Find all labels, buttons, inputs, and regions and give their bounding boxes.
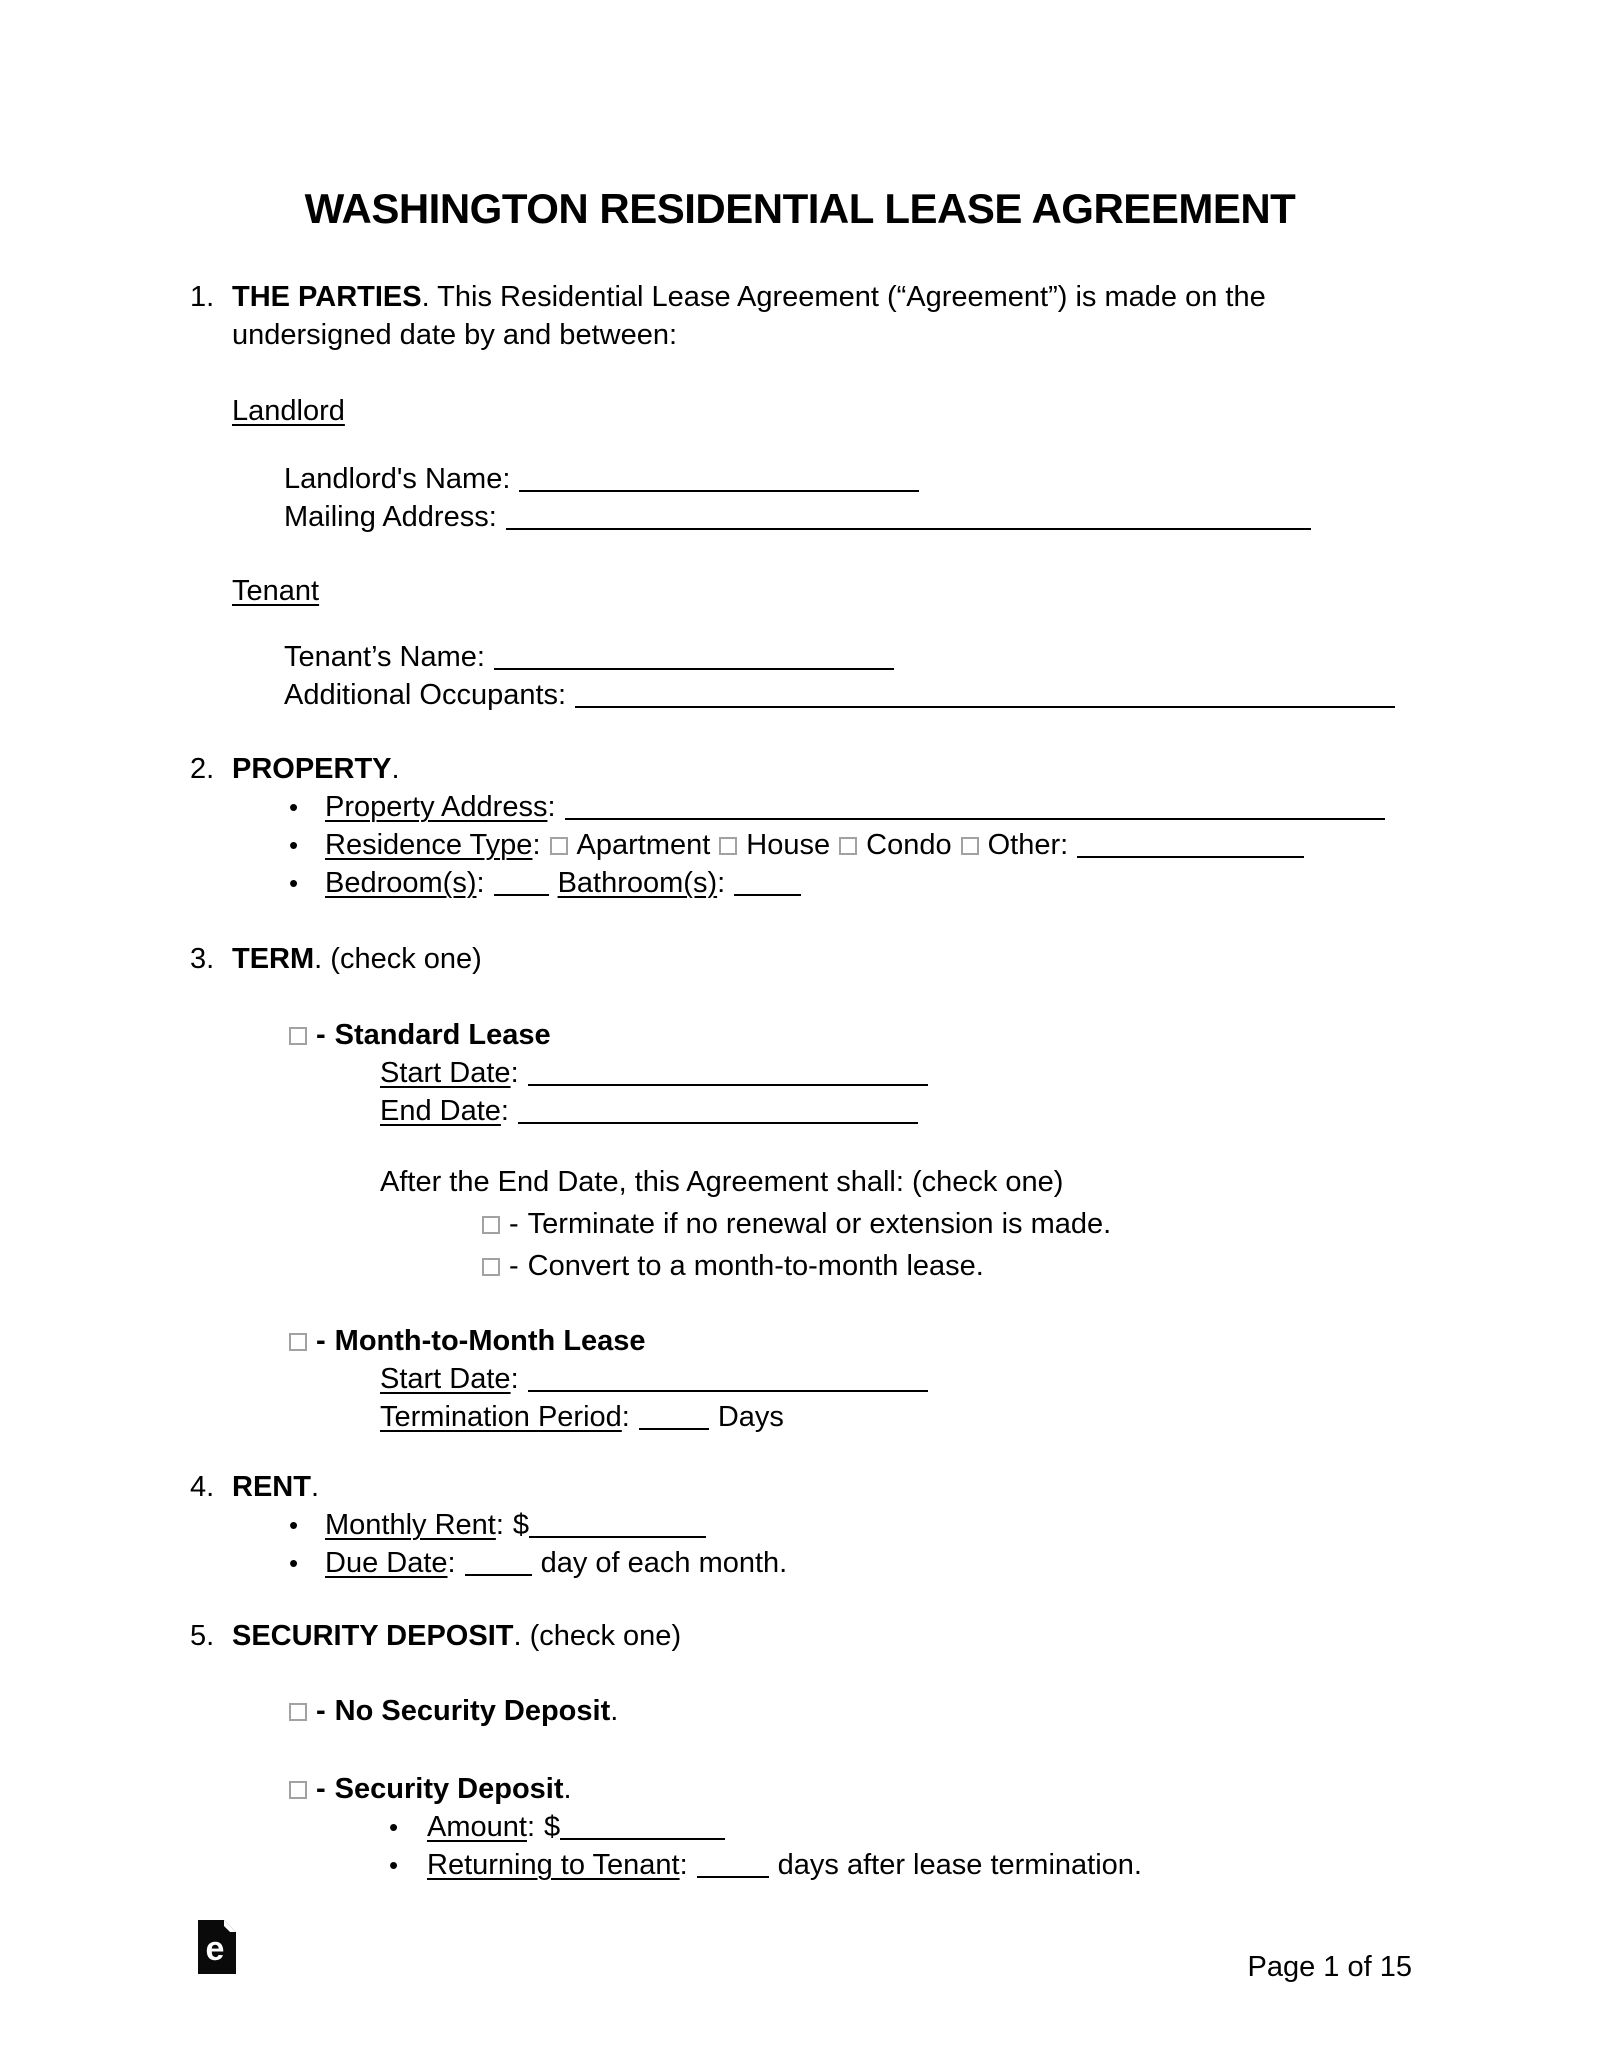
landlord-name-blank-field[interactable] (519, 484, 919, 492)
terminate-option-row: - Terminate if no renewal or extension is made. (482, 1205, 1410, 1243)
due-date-row: • Due Date: day of each month. (289, 1544, 1410, 1582)
termination-period-row: Termination Period: Days (380, 1401, 784, 1433)
landlord-name-row (284, 460, 1410, 498)
house-option-label: House (746, 829, 831, 861)
security-deposit-row: - Security Deposit. (289, 1770, 1410, 1808)
section-term (190, 940, 1410, 978)
house-checkbox[interactable] (719, 837, 737, 855)
eforms-logo-icon (198, 1920, 236, 1974)
bedrooms-bathrooms-row: • Bedroom(s): Bathroom(s): (289, 864, 1410, 902)
section-deposit-heading: SECURITY DEPOSIT (232, 1620, 514, 1652)
standard-start-date-label: Start Date (380, 1057, 511, 1089)
monthly-rent-label: Monthly Rent (325, 1509, 496, 1541)
standard-start-date-row: Start Date: (380, 1054, 1410, 1092)
landlord-heading: Landlord (232, 395, 345, 427)
bullet-icon: • (289, 868, 299, 898)
returning-to-tenant-row: • Returning to Tenant: days after lease termination. (389, 1846, 1410, 1884)
section-term-heading: TERM (232, 943, 315, 975)
due-date-blank-field[interactable] (465, 1568, 532, 1576)
landlord-mailing-blank-field[interactable] (506, 522, 1311, 530)
additional-occupants-label: Additional Occupants: (284, 679, 567, 711)
bullet-icon: • (389, 1812, 399, 1842)
security-deposit-label: Security Deposit (334, 1773, 564, 1805)
section-parties-line-2: undersigned date by and between: (232, 319, 678, 351)
termination-period-blank-field[interactable] (639, 1422, 709, 1430)
additional-occupants-row (284, 676, 1410, 714)
mtm-start-date-row: Start Date: (380, 1360, 1410, 1398)
section-property (190, 750, 1410, 788)
section-parties-number: 1. (190, 281, 215, 313)
returning-to-tenant-label: Returning to Tenant (427, 1849, 680, 1881)
bullet-icon: • (289, 1548, 299, 1578)
convert-option-label: Convert to a month-to-month lease. (527, 1250, 984, 1282)
section-rent-heading: RENT (232, 1471, 311, 1503)
section-deposit-number: 5. (190, 1620, 215, 1652)
bullet-icon: • (289, 830, 299, 860)
section-parties-text (232, 278, 1266, 354)
eforms-logo-letter: e (205, 1930, 225, 1968)
section-property-heading: PROPERTY (232, 753, 392, 785)
mtm-start-date-blank-field[interactable] (528, 1384, 928, 1392)
standard-end-date-blank-field[interactable] (518, 1116, 918, 1124)
standard-end-date-row: End Date: (380, 1092, 1410, 1130)
convert-option-checkbox[interactable] (482, 1258, 500, 1276)
no-security-deposit-row: - No Security Deposit. (289, 1692, 1410, 1730)
section-parties-line-1 (232, 278, 1266, 316)
residence-type-row: • Residence Type: Apartment House Condo Other: (289, 826, 1410, 864)
standard-lease-row: - Standard Lease (289, 1016, 1410, 1054)
standard-lease-checkbox[interactable] (289, 1027, 307, 1045)
section-rent (190, 1468, 1410, 1506)
section-rent-number: 4. (190, 1471, 215, 1503)
no-security-deposit-checkbox[interactable] (289, 1703, 307, 1721)
landlord-mailing-label: Mailing Address: (284, 501, 497, 533)
bullet-icon: • (389, 1850, 399, 1880)
bedrooms-blank-field[interactable] (494, 888, 549, 896)
after-end-date-intro: After the End Date, this Agreement shall: (check one) (380, 1166, 1064, 1198)
due-date-suffix: day of each month. (540, 1547, 788, 1579)
standard-start-date-blank-field[interactable] (528, 1078, 928, 1086)
due-date-label: Due Date (325, 1547, 448, 1579)
no-security-deposit-label: No Security Deposit (334, 1695, 611, 1727)
month-to-month-checkbox[interactable] (289, 1333, 307, 1351)
property-address-blank-field[interactable] (565, 812, 1385, 820)
termination-period-label: Termination Period (380, 1401, 622, 1433)
section-deposit-heading-row: SECURITY DEPOSIT. (check one) (232, 1620, 682, 1652)
bullet-icon: • (289, 792, 299, 822)
bathrooms-blank-field[interactable] (734, 888, 801, 896)
month-to-month-label: Month-to-Month Lease (334, 1325, 646, 1357)
monthly-rent-row: • Monthly Rent: $ (289, 1506, 1410, 1544)
month-to-month-row: - Month-to-Month Lease (289, 1322, 1410, 1360)
section-parties (190, 278, 1410, 354)
bedrooms-label: Bedroom(s) (325, 867, 477, 899)
apartment-checkbox[interactable] (550, 837, 568, 855)
section-parties-intro: . This Residential Lease Agreement (“Agreement”) is made on the (421, 281, 1266, 313)
landlord-mailing-row (284, 498, 1410, 536)
additional-occupants-blank-field[interactable] (575, 700, 1395, 708)
tenant-name-row (284, 638, 1410, 676)
page-number: Page 1 of 15 (1247, 1951, 1412, 1983)
other-residence-blank-field[interactable] (1077, 850, 1304, 858)
mtm-start-date-label: Start Date (380, 1363, 511, 1395)
other-checkbox[interactable] (961, 837, 979, 855)
terminate-option-checkbox[interactable] (482, 1216, 500, 1234)
section-property-number: 2. (190, 753, 215, 785)
section-parties-heading: THE PARTIES (232, 281, 422, 313)
condo-checkbox[interactable] (839, 837, 857, 855)
returning-to-tenant-suffix: days after lease termination. (777, 1849, 1142, 1881)
bullet-icon: • (289, 1510, 299, 1540)
returning-to-tenant-blank-field[interactable] (697, 1870, 769, 1878)
residence-type-label: Residence Type (325, 829, 533, 861)
document-title: WASHINGTON RESIDENTIAL LEASE AGREEMENT (304, 185, 1296, 232)
apartment-option-label: Apartment (576, 829, 711, 861)
security-deposit-checkbox[interactable] (289, 1781, 307, 1799)
section-property-heading-row: PROPERTY. (232, 753, 400, 785)
termination-period-suffix: Days (717, 1401, 784, 1433)
terminate-option-label: Terminate if no renewal or extension is made. (527, 1208, 1112, 1240)
deposit-amount-row: • Amount: $ (389, 1808, 1410, 1846)
property-address-label: Property Address (325, 791, 548, 823)
other-option-label: Other: (987, 829, 1069, 861)
property-address-row: • Property Address: (289, 788, 1410, 826)
landlord-name-label: Landlord's Name: (284, 463, 511, 495)
standard-lease-label: Standard Lease (334, 1019, 551, 1051)
section-term-heading-row: TERM. (check one) (232, 943, 482, 975)
section-deposit (190, 1617, 1410, 1655)
dollar-sign: $ (512, 1509, 530, 1541)
bathrooms-label: Bathroom(s) (557, 867, 718, 899)
deposit-amount-blank-field[interactable] (560, 1832, 725, 1840)
section-term-number: 3. (190, 943, 215, 975)
deposit-amount-label: Amount (427, 1811, 527, 1843)
section-rent-heading-row: RENT. (232, 1471, 320, 1503)
standard-end-date-label: End Date (380, 1095, 501, 1127)
tenant-name-label: Tenant’s Name: (284, 641, 485, 673)
dollar-sign: $ (544, 1811, 561, 1843)
tenant-heading: Tenant (232, 575, 320, 607)
monthly-rent-blank-field[interactable] (529, 1530, 706, 1538)
tenant-name-blank-field[interactable] (494, 662, 894, 670)
convert-option-row: - Convert to a month-to-month lease. (482, 1247, 1410, 1285)
condo-option-label: Condo (866, 829, 952, 861)
